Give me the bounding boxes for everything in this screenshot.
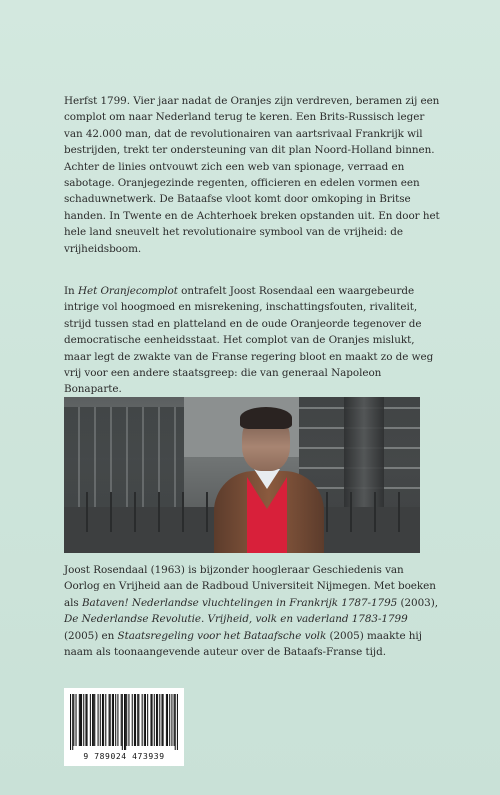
author-bio bbox=[64, 562, 440, 660]
blurb-2-prefix: In bbox=[64, 285, 78, 297]
bio-year-3: (2005) maakte hij naam als toonaangevende auteur over de Bataafs-Franse tijd. bbox=[64, 629, 422, 659]
bio-year-1: (2003), bbox=[397, 596, 438, 609]
blurb-paragraph-2 bbox=[64, 283, 440, 398]
bio-intro: Joost Rosendaal (1963) is bijzonder hoogleraar Geschiedenis van Oorlog en Vrijheid aan de Radboud Universiteit Nijmegen. Met boeken als bbox=[64, 564, 436, 609]
blurb-1-text: Herfst 1799. Vier jaar nadat de Oranjes zijn verdreven, beramen zij een complot om naar Nederland terug te keren. Een Brits-Russisch leger van 42.000 man, dat de revolutionairen van aartsrivaal Frankrijk wil bestrijden, trekt ter ondersteuning van dit plan Noord-Holland binnen. Achter de linies ontvouwt zich een web van spionage, verraad en sabotage. Oranjegezinde regenten, officieren en edelen vormen een schaduwnetwerk. De Bataafse vloot komt door omkoping in Britse handen. In Twente en de Achterhoek breken opstanden uit. En door het hele land sneuvelt het revolutionaire symbool van de vrijheid: de vrijheidsboom. bbox=[64, 95, 440, 255]
blurb-paragraph-1 bbox=[64, 93, 440, 257]
bio-book-3: Staatsregeling voor het Bataafsche volk bbox=[117, 629, 327, 642]
isbn-number: 9 789024 473939 bbox=[83, 752, 165, 761]
blurb-2-rest: ontrafelt Joost Rosendaal een waargebeurde intrige vol hoogmoed en misrekening, inschattingsfouten, rivaliteit, strijd tussen stad en platteland en de oude Oranjeorde tegenover de democratische eenheidsstaat. Het complot van de Oranjes mislukt, maar legt de zwakte van de Franse regering bloot en maakt zo de weg vrij voor een andere staatsgreep: die van generaal Napoleon Bonaparte. bbox=[64, 285, 434, 396]
bio-book-1: Bataven! Nederlandse vluchtelingen in Frankrijk 1787-1795 bbox=[81, 596, 398, 609]
bio-book-2: De Nederlandse Revolutie. Vrijheid, volk en vaderland 1783-1799 bbox=[64, 613, 408, 626]
bio-year-2: (2005) en bbox=[64, 629, 118, 642]
isbn-barcode bbox=[64, 688, 184, 766]
book-title: Het Oranjecomplot bbox=[77, 285, 178, 297]
barcode-bars bbox=[70, 694, 178, 750]
author-photo bbox=[64, 397, 420, 553]
